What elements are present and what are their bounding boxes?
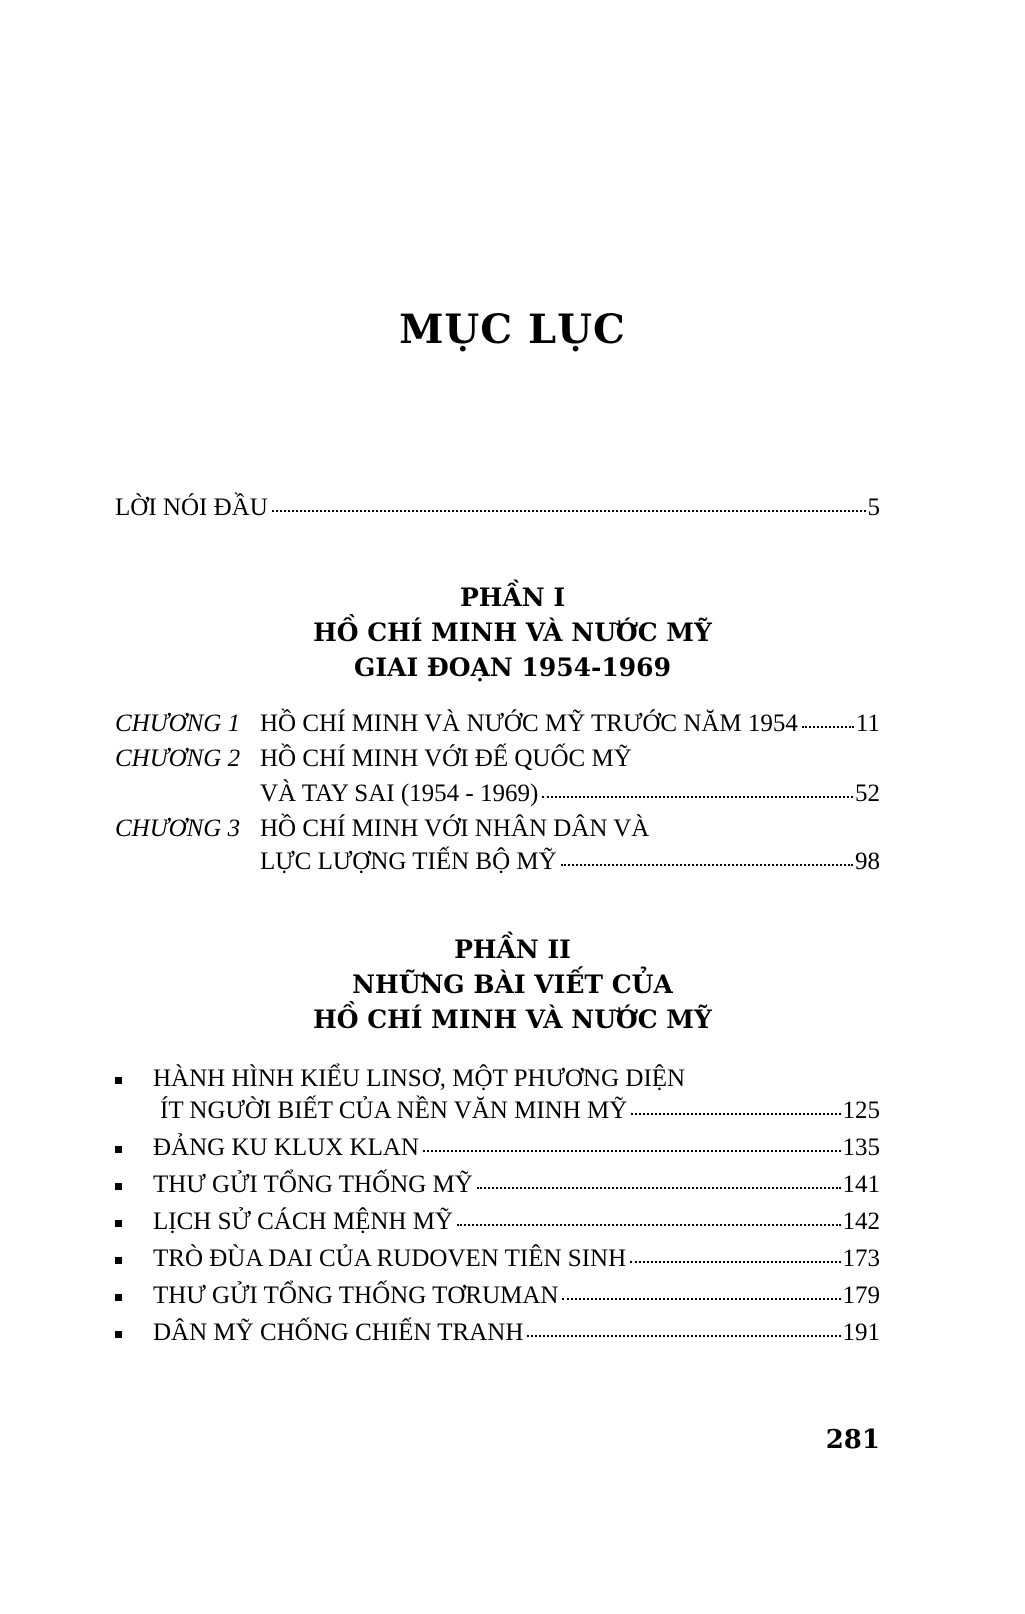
chapter-3-entry <box>260 848 880 876</box>
chapter-2-title-line-2: VÀ TAY SAI (1954 - 1969) <box>260 780 539 807</box>
dot-leader <box>562 1298 840 1300</box>
dot-leader <box>527 1335 840 1337</box>
dot-leader <box>542 796 853 798</box>
chapter-1-entry <box>260 710 880 738</box>
article-6-page: 179 <box>842 1282 880 1309</box>
article-2-entry <box>153 1134 880 1162</box>
chapter-2-page: 52 <box>855 780 880 807</box>
bullet-icon <box>115 1220 122 1227</box>
article-6-entry <box>153 1282 880 1310</box>
toc-entry-page: 5 <box>867 494 880 521</box>
bullet-icon <box>115 1077 122 1084</box>
article-6-title: THƯ GỬI TỔNG THỐNG TƠRUMAN <box>153 1282 559 1309</box>
page-title: MỤC LỤC <box>399 306 626 353</box>
article-1-page: 125 <box>842 1097 880 1124</box>
part-1-title: PHẦN I <box>459 583 566 612</box>
chapter-3-label: CHƯƠNG 3 <box>115 815 241 842</box>
article-5-title: TRÒ ĐÙA DAI CỦA RUDOVEN TIÊN SINH <box>153 1245 627 1272</box>
article-3-page: 141 <box>842 1171 880 1198</box>
dot-leader <box>631 1113 840 1115</box>
chapter-3-title-line-1: HỒ CHÍ MINH VỚI NHÂN DÂN VÀ <box>260 815 650 842</box>
part-2-subtitle-2: HỒ CHÍ MINH VÀ NƯỚC MỸ <box>313 1005 712 1034</box>
dot-leader <box>272 510 866 512</box>
bullet-icon <box>115 1146 122 1153</box>
bullet-icon <box>115 1183 122 1190</box>
chapter-2-title-line-1: HỒ CHÍ MINH VỚI ĐẾ QUỐC MỸ <box>260 745 632 772</box>
dot-leader <box>630 1261 840 1263</box>
article-1-entry <box>160 1097 880 1125</box>
article-2-page: 135 <box>842 1134 880 1161</box>
bullet-icon <box>115 1294 122 1301</box>
part-2-heading <box>0 932 1025 1037</box>
chapter-2-entry <box>260 780 880 808</box>
article-7-title: DÂN MỸ CHỐNG CHIẾN TRANH <box>153 1319 524 1346</box>
dot-leader <box>457 1224 841 1226</box>
chapter-1-page: 11 <box>855 710 880 737</box>
page-number: 281 <box>825 1425 880 1455</box>
bullet-icon <box>115 1257 122 1264</box>
part-1-subtitle: HỒ CHÍ MINH VÀ NƯỚC MỸ <box>313 618 712 647</box>
bullet-icon <box>115 1331 122 1338</box>
chapter-3-page: 98 <box>855 848 880 875</box>
article-4-page: 142 <box>842 1208 880 1235</box>
article-4-title: LỊCH SỬ CÁCH MỆNH MỸ <box>153 1208 453 1235</box>
article-1-title-line-1: HÀNH HÌNH KIỂU LINSƠ, MỘT PHƯƠNG DIỆN <box>153 1065 686 1092</box>
dot-leader <box>802 726 854 728</box>
chapter-1-label: CHƯƠNG 1 <box>115 710 241 737</box>
article-5-entry <box>153 1245 880 1273</box>
dot-leader <box>477 1187 841 1189</box>
chapter-1-title: HỒ CHÍ MINH VÀ NƯỚC MỸ TRƯỚC NĂM 1954 <box>260 710 798 737</box>
article-7-page: 191 <box>842 1319 880 1346</box>
article-3-entry <box>153 1171 880 1199</box>
article-7-entry <box>153 1319 880 1347</box>
part-2-title: PHẦN II <box>454 935 571 964</box>
toc-entry-preface <box>115 494 880 522</box>
toc-entry-label: LỜI NÓI ĐẦU <box>115 494 268 521</box>
chapter-3-title-line-2: LỰC LƯỢNG TIẾN BỘ MỸ <box>260 848 557 875</box>
article-1-title-line-2: ÍT NGƯỜI BIẾT CỦA NỀN VĂN MINH MỸ <box>160 1097 628 1124</box>
part-2-subtitle: NHỮNG BÀI VIẾT CỦA <box>352 970 673 999</box>
chapter-2-label: CHƯƠNG 2 <box>115 745 241 772</box>
article-2-title: ĐẢNG KU KLUX KLAN <box>153 1134 419 1161</box>
dot-leader <box>423 1150 841 1152</box>
part-1-heading <box>0 580 1025 685</box>
article-4-entry <box>153 1208 880 1236</box>
article-3-title: THƯ GỬI TỔNG THỐNG MỸ <box>153 1171 473 1198</box>
article-5-page: 173 <box>842 1245 880 1272</box>
part-1-period: GIAI ĐOẠN 1954-1969 <box>354 653 671 682</box>
dot-leader <box>561 864 853 866</box>
